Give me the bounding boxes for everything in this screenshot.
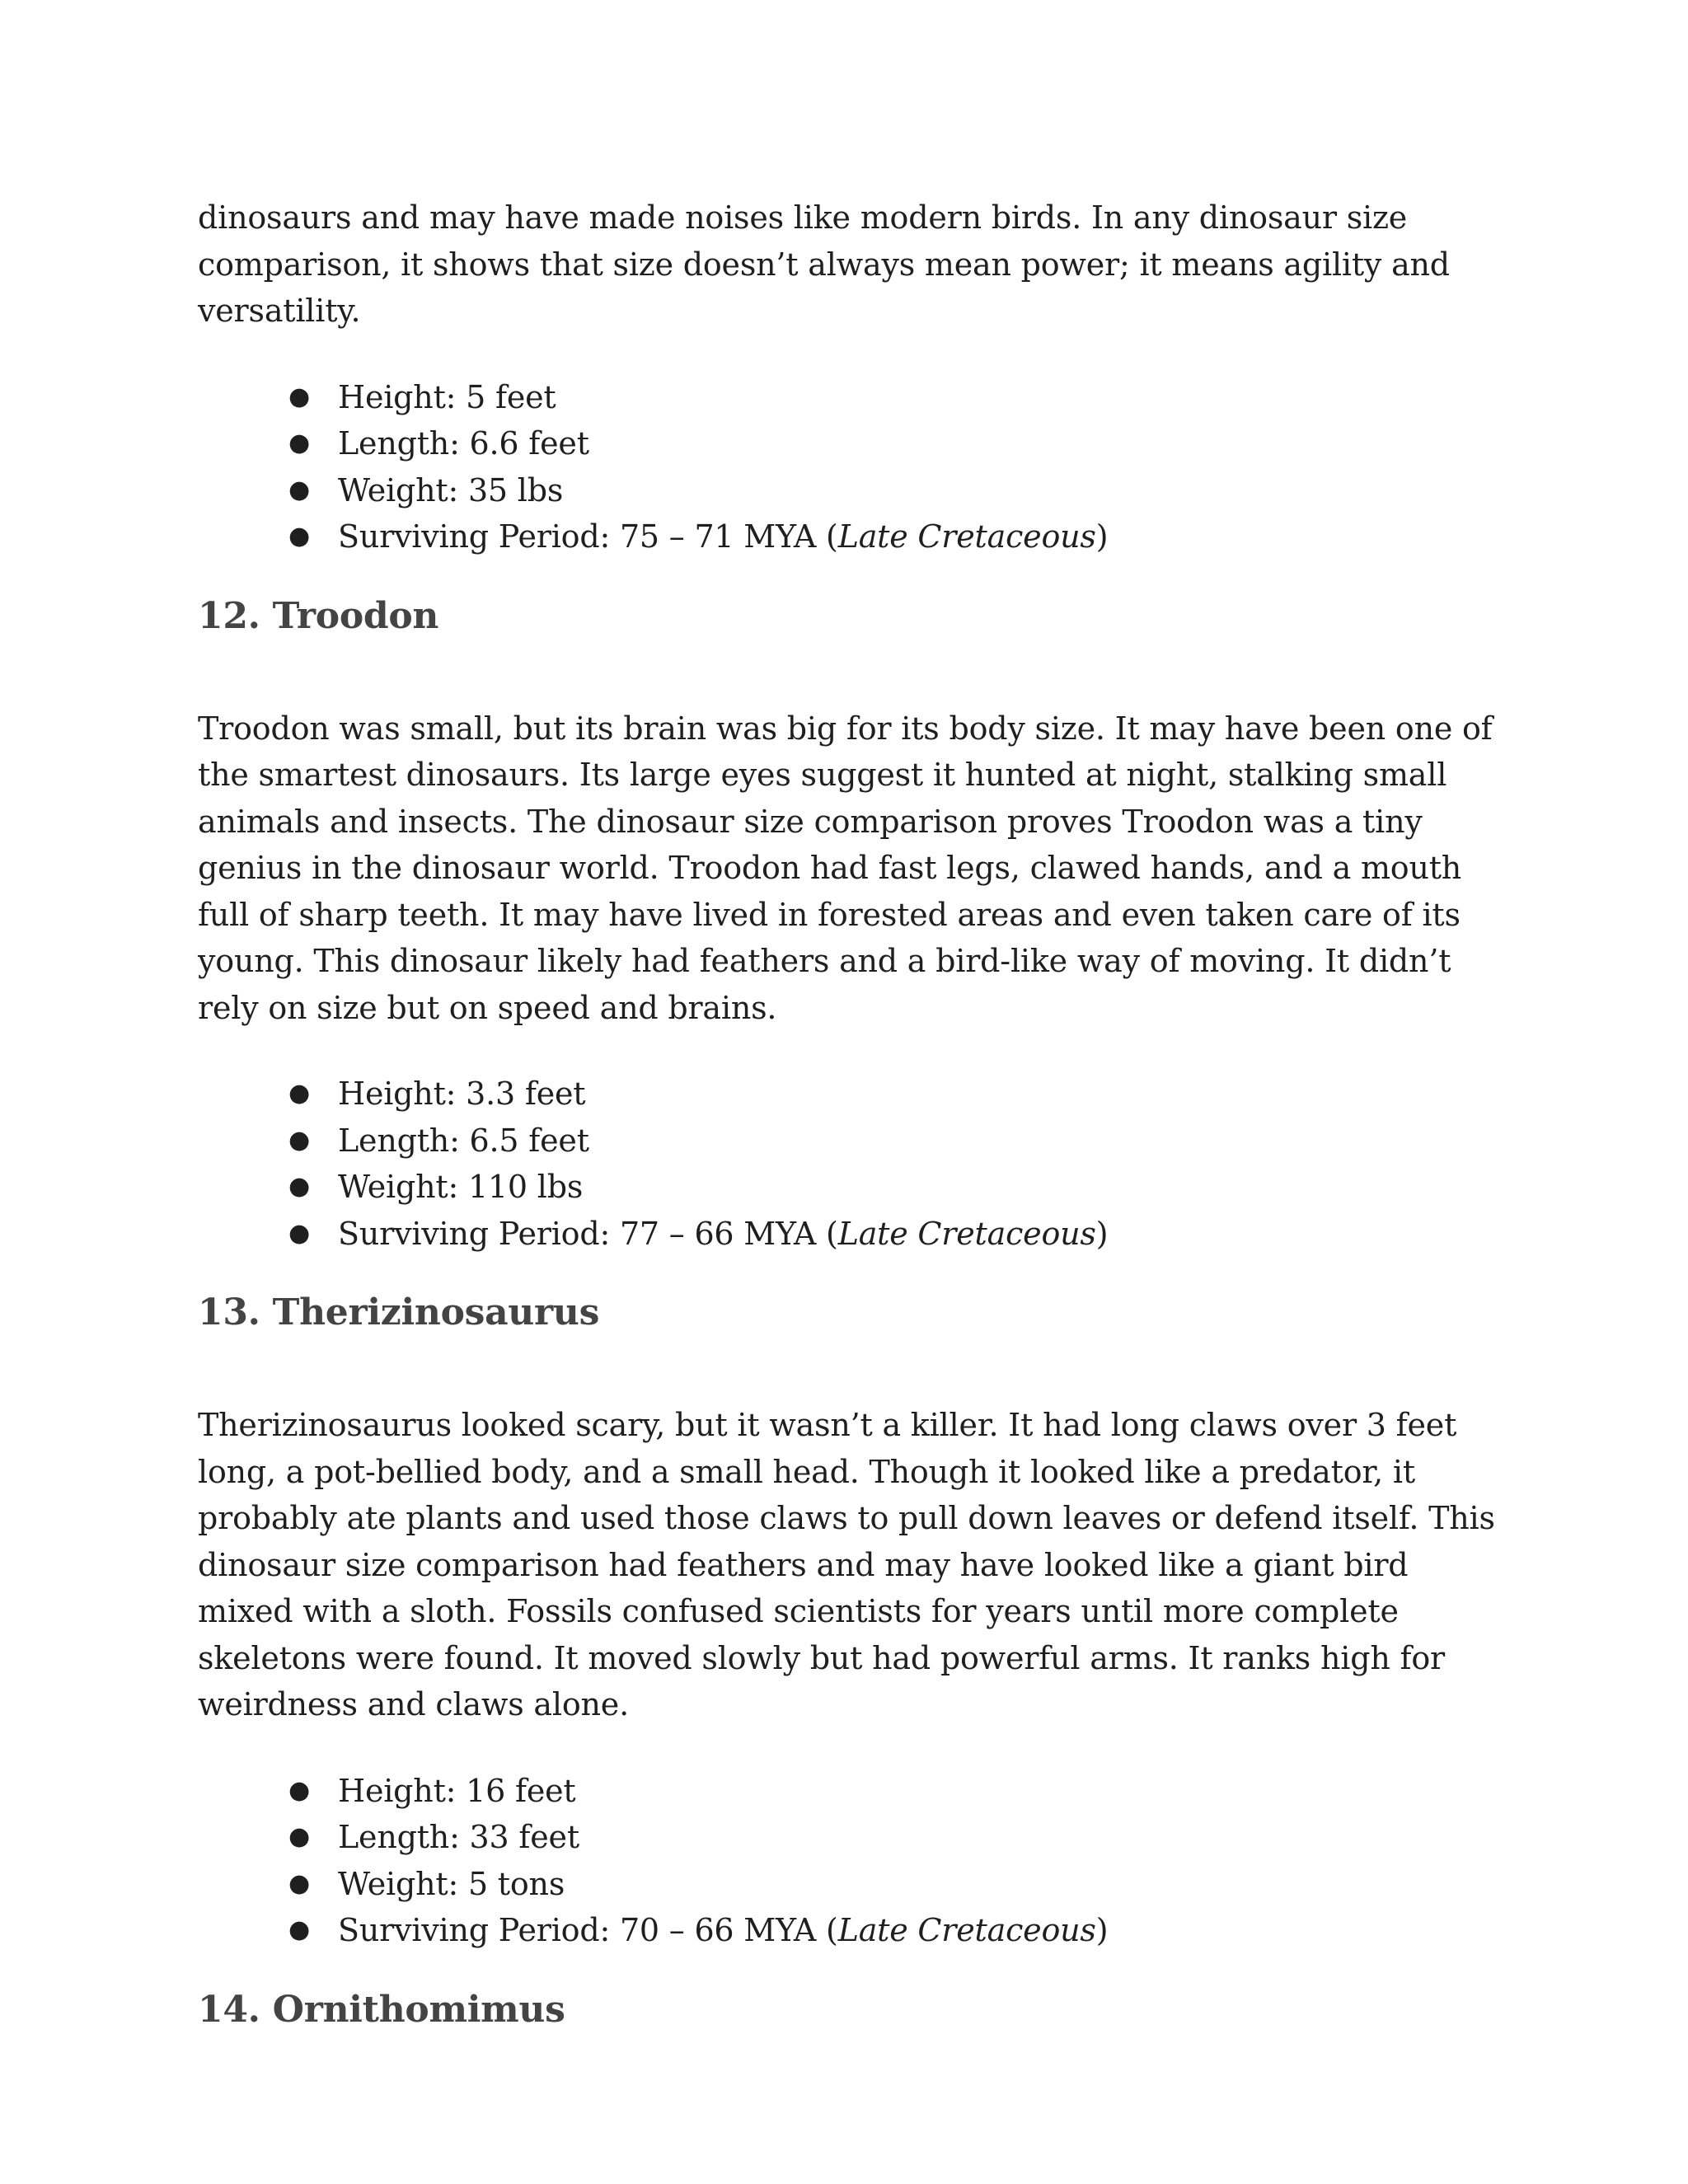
fact-period: ● Surviving Period: 70 – 66 MYA (Late Cretaceous) [198, 1907, 1500, 1954]
fact-height: ● Height: 16 feet [198, 1768, 1500, 1815]
bullet-icon: ● [288, 1079, 310, 1108]
intro-fact-list [198, 374, 1500, 560]
fact-period: ● Surviving Period: 77 – 66 MYA (Late Cretaceous) [198, 1211, 1500, 1258]
fact-weight: ● Weight: 110 lbs [198, 1164, 1500, 1211]
bullet-icon: ● [288, 429, 310, 457]
bullet-icon: ● [288, 1125, 310, 1155]
therizinosaurus-fact-list [198, 1768, 1500, 1954]
fact-weight: ● Weight: 5 tons [198, 1861, 1500, 1908]
bullet-icon: ● [288, 522, 310, 551]
bullet-icon: ● [288, 382, 310, 411]
fact-length: ● Length: 33 feet [198, 1814, 1500, 1861]
fact-height: ● Height: 3.3 feet [198, 1071, 1500, 1118]
therizinosaurus-paragraph: Therizinosaurus looked scary, but it wasn’t a killer. It had long claws over 3 feet long, a pot-bellied body, and a small head. Though it looked like a predator, it probably ate plants and used those claws to pull down leaves or defend itself. This dinosaur size comparison had feathers and may have looked like a giant bird mixed with a sloth. Fossils confused scientists for years until more complete skeletons were found. It moved slowly but had powerful arms. It ranks high for weirdness and claws alone. [198, 1407, 1495, 1722]
fact-height: ● Height: 5 feet [198, 374, 1500, 421]
section-heading-therizinosaurus: 13. Therizinosaurus [198, 1291, 600, 1333]
fact-length: ● Length: 6.6 feet [198, 420, 1500, 467]
section-heading-troodon: 12. Troodon [198, 594, 439, 637]
document-page [198, 194, 1500, 2035]
fact-weight: ● Weight: 35 lbs [198, 467, 1500, 514]
troodon-fact-list [198, 1071, 1500, 1257]
intro-paragraph: dinosaurs and may have made noises like modern birds. In any dinosaur size comparison, it shows that size doesn’t always mean power; it means agility and versatility. [198, 199, 1450, 329]
bullet-icon: ● [288, 475, 310, 504]
fact-period: ● Surviving Period: 75 – 71 MYA (Late Cretaceous) [198, 513, 1500, 560]
bullet-icon: ● [288, 1868, 310, 1898]
section-heading-ornithomimus: 14. Ornithomimus [198, 1988, 565, 2031]
bullet-icon: ● [288, 1775, 310, 1805]
bullet-icon: ● [288, 1915, 310, 1944]
fact-length: ● Length: 6.5 feet [198, 1118, 1500, 1165]
troodon-paragraph: Troodon was small, but its brain was big for its body size. It may have been one of the smartest dinosaurs. Its large eyes suggest it hunted at night, stalking small animals and insects. The dinosaur size comparison proves Troodon was a tiny genius in the dinosaur world. Troodon had fast legs, clawed hands, and a mouth full of sharp teeth. It may have lived in forested areas and even taken care of its young. This dinosaur likely had feathers and a bird-like way of moving. It didn’t rely on size but on speed and brains. [198, 710, 1493, 1026]
bullet-icon: ● [288, 1172, 310, 1201]
bullet-icon: ● [288, 1822, 310, 1851]
bullet-icon: ● [288, 1218, 310, 1248]
